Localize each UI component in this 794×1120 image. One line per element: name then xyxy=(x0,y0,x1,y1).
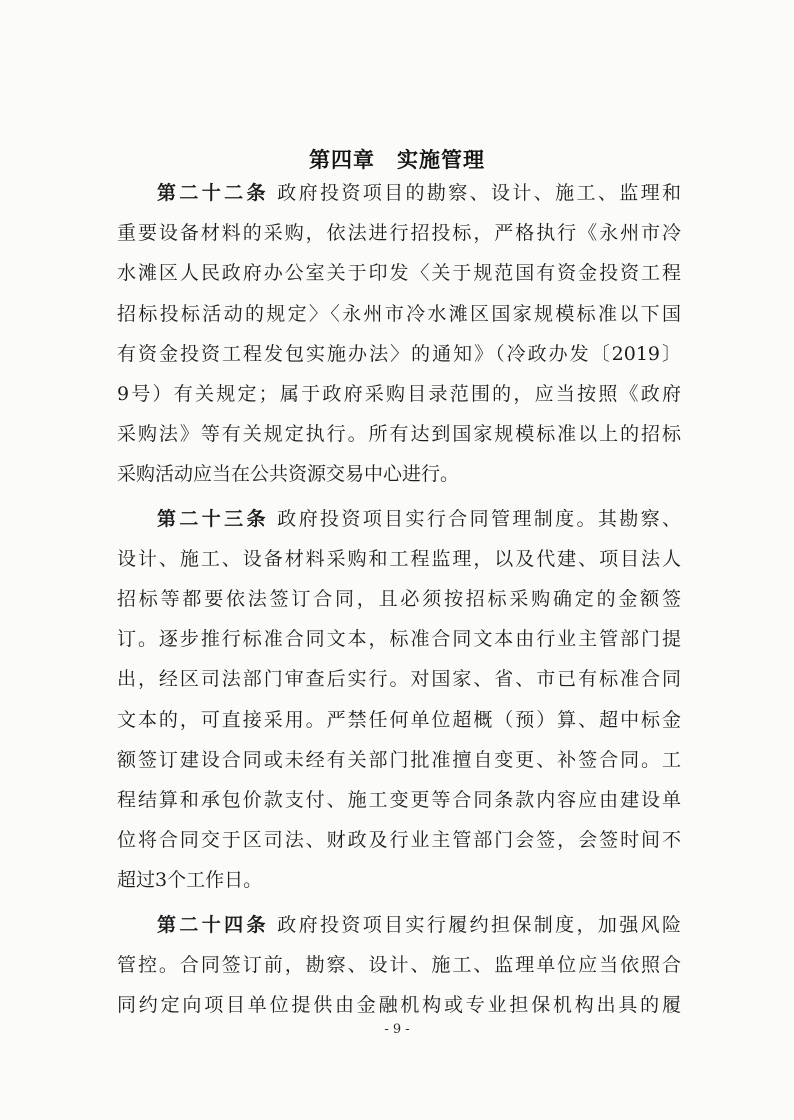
article-line xyxy=(157,176,681,210)
article-line: 采购法》等有关规定执行。所有达到国家规模标准以上的招标 xyxy=(117,423,681,445)
article-text: 政府投资项目实行履约担保制度，加强风险 xyxy=(268,914,681,936)
article-heading: 第二十四条 xyxy=(157,914,269,936)
article-line: 程结算和承包价款支付、施工变更等合同条款内容应由建设单 xyxy=(117,789,681,811)
article-line: 9号）有关规定；属于政府采购目录范围的，应当按照《政府 xyxy=(117,383,681,405)
article-line: 同约定向项目单位提供由金融机构或专业担保机构出具的履 xyxy=(117,994,681,1016)
article-line: 出，经区司法部门审查后实行。对国家、省、市已有标准合同 xyxy=(117,668,681,690)
article-text: 政府投资项目的勘察、设计、施工、监理和 xyxy=(268,182,681,204)
article-line: 招标等都要依法签订合同，且必须按招标采购确定的金额签 xyxy=(117,588,681,610)
article-line: 文本的，可直接采用。严禁任何单位超概（预）算、超中标金 xyxy=(117,709,681,731)
article-heading: 第二十三条 xyxy=(157,508,269,530)
article-line: 订。逐步推行标准合同文本，标准合同文本由行业主管部门提 xyxy=(117,628,681,650)
article-line: 超过3个工作日。 xyxy=(117,869,263,891)
article-line: 管控。合同签订前，勘察、设计、施工、监理单位应当依照合 xyxy=(117,954,681,976)
article-text: 政府投资项目实行合同管理制度。其勘察、 xyxy=(268,508,681,530)
article-line: 水滩区人民政府办公室关于印发〈关于规范国有资金投资工程 xyxy=(117,262,681,284)
article-line: 位将合同交于区司法、财政及行业主管部门会签，会签时间不 xyxy=(117,829,681,851)
article-line: 重要设备材料的采购，依法进行招投标，严格执行《永州市冷 xyxy=(117,222,681,244)
article-line xyxy=(157,908,681,942)
article-line: 采购活动应当在公共资源交易中心进行。 xyxy=(117,463,460,485)
chapter-title: 第四章 实施管理 xyxy=(309,148,485,172)
page-number: - 9 - xyxy=(384,1022,410,1037)
article-line: 设计、施工、设备材料采购和工程监理，以及代建、项目法人 xyxy=(117,548,681,570)
article-heading: 第二十二条 xyxy=(157,182,269,204)
article-line: 额签订建设合同或未经有关部门批准擅自变更、补签合同。工 xyxy=(117,749,681,771)
article-line: 招标投标活动的规定〉〈永州市冷水滩区国家规模标准以下国 xyxy=(117,303,681,325)
article-line xyxy=(157,502,681,536)
article-line: 有资金投资工程发包实施办法〉的通知》（冷政办发〔2019〕 xyxy=(117,343,681,365)
